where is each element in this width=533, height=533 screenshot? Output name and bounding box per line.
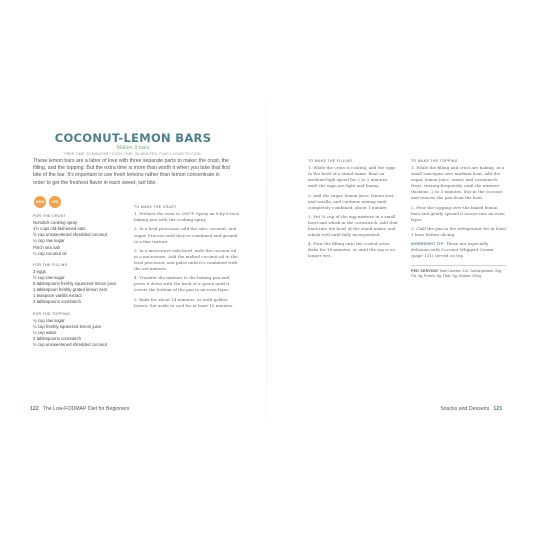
instruction-step: 2. Add the sugar, lemon juice, lemon zest, and vanilla, and continue mixing until completely combined, about 1 minute. [308, 192, 395, 210]
recipe-yield: Makes 9 bars [116, 145, 150, 151]
per-serving-nutrition [411, 269, 506, 279]
divider [411, 265, 506, 266]
right-page-footer [440, 406, 502, 412]
per-serving-text: Total Calories: 210; Carbohydrates: 30g; Fat: 9g; Protein: 5g; Fiber: 3g; Sodium: 20mg [411, 269, 502, 279]
ingredient-tip-text: These are especially delicious with Coconut Whipped Cream (page 131) served on top. [411, 241, 494, 259]
ingredient-tip-label: INGREDIENT TIP: [411, 242, 445, 247]
recipe-title: COCONUT-LEMON BARS [54, 131, 212, 145]
make-filling-heading: TO MAKE THE FILLING [308, 159, 353, 163]
ingredients-column [33, 214, 125, 348]
ingredient-item: ½ cup raw sugar [33, 275, 65, 281]
instruction-step: 2. Pour the topping over the baked lemon bars and gently spread it across into an even layer. [411, 204, 505, 222]
ingredient-item: ¼ cup raw sugar [33, 317, 65, 323]
diet-badges [34, 196, 61, 208]
ingredient-item: Nonstick cooking spray [33, 220, 78, 226]
instruction-step: 1. While the crust is cooling, add the eggs to the bowl of a stand mixer. Beat on medium-high speed for 2 to 3 minutes, until the eggs are light and foamy. [308, 165, 396, 189]
ingredient-tip [411, 241, 506, 259]
ingredient-item: 1 tablespoon freshly grated lemon zest [33, 287, 107, 293]
recipe-timing: PREP TIME: 20 MINUTES / COOK TIME: 30 MINUTES, PLUS 1 HOUR TO COOL [64, 152, 202, 156]
instruction-step: 3. Chill the pan in the refrigerator for at least 1 hour before slicing. [411, 225, 506, 238]
book-gutter [266, 95, 267, 425]
chapter-title: Snacks and Desserts [440, 406, 490, 412]
left-page-footer [30, 406, 129, 412]
instruction-step: 4. Pour the filling onto the cooled crust. Bake for 18 minutes, or until the top is no longer wet. [308, 241, 396, 259]
instruction-step: 2. In a food processor, add the oats, coconut, and sugar. Process until they're combined and ground to a fine texture. [134, 226, 238, 244]
instruction-step: 1. Preheat the oven to 350°F. Spray an 8-by-8-inch baking pan with the cooking spray. [134, 211, 239, 223]
ingredient-item: 2 tablespoons cornstarch [33, 335, 82, 341]
ingredient-item: ¼ cup freshly squeezed lemon juice [33, 323, 102, 329]
topping-ingredients-heading: FOR THE TOPPING [33, 311, 71, 316]
ingredient-item: ¼ cup raw sugar [33, 238, 65, 244]
crust-instructions [134, 205, 240, 312]
five-ingredient-badge: 5 ING [34, 196, 46, 208]
left-page-number: 122 [30, 406, 39, 412]
ingredient-item: ¼ cup water [33, 329, 57, 335]
ingredient-item: ½ cup unsweetened shredded coconut [33, 232, 107, 238]
topping-instructions [411, 159, 506, 279]
recipe-intro: These lemon bars are a labor of love with three separate parts to make: the crust, the filling, and the topping. But the extra time is more than worth it when you take that first bite of the bar. It's important to use fresh lemons rather than lemon concentrate in order to get the freshest flavor in each sweet, tart bite. [33, 158, 230, 186]
ingredient-item: Pinch sea salt [33, 244, 60, 250]
instruction-step: 3. Put ¼ cup of the egg mixture in a small bowl and whisk in the cornstarch. Add that back into the bowl of the stand mixer, and whisk well until fully incorporated. [308, 213, 398, 238]
ingredient-item: ½ cup unsweetened shredded coconut [33, 342, 107, 348]
ingredient-item: 5 tablespoons freshly squeezed lemon juice [33, 281, 117, 287]
instruction-step: 1. While the filling and crust are baking, in a small saucepan over medium heat, add the sugar, lemon juice, water, and cornstarch. Heat, stirring frequently, until the mixture thickens, 2 to 3 minutes. Stir in the coconut and remove the pan from the heat. [411, 165, 505, 201]
ingredient-item: 3 eggs [33, 268, 46, 274]
ingredient-item: 1½ cups old-fashioned oats [33, 226, 86, 232]
instruction-step: 3. In a microwave-safe bowl, melt the coconut oil in a microwave. Add the melted coconut oil to the food processor, and pulse until it's combined with the oat mixture. [134, 247, 238, 271]
vegetarian-badge: VEG [49, 196, 61, 208]
book-title: The Low-FODMAP Diet for Beginners [42, 406, 130, 412]
filling-instructions [308, 159, 398, 263]
per-serving-label: PER SERVING [411, 269, 439, 274]
filling-ingredients-heading: FOR THE FILLING [33, 262, 68, 267]
make-topping-heading: TO MAKE THE TOPPING [411, 159, 458, 163]
make-crust-heading: TO MAKE THE CRUST [134, 205, 177, 209]
instruction-step: 5. Bake for about 14 minutes, or until golden brown. Set aside to cool for at least 10 minutes. [134, 296, 234, 308]
crust-ingredients-heading: FOR THE CRUST [33, 214, 66, 218]
right-page-number: 123 [493, 406, 502, 412]
ingredient-item: 1 teaspoon vanilla extract [33, 293, 82, 299]
instruction-step: 4. Transfer the mixture to the baking pan and press it down with the back of a spoon until it covers the bottom of the pan in an even layer. [134, 275, 230, 293]
ingredient-item: 2 tablespoons cornstarch [33, 299, 82, 305]
ingredient-item: ¼ cup coconut oil [33, 250, 67, 256]
